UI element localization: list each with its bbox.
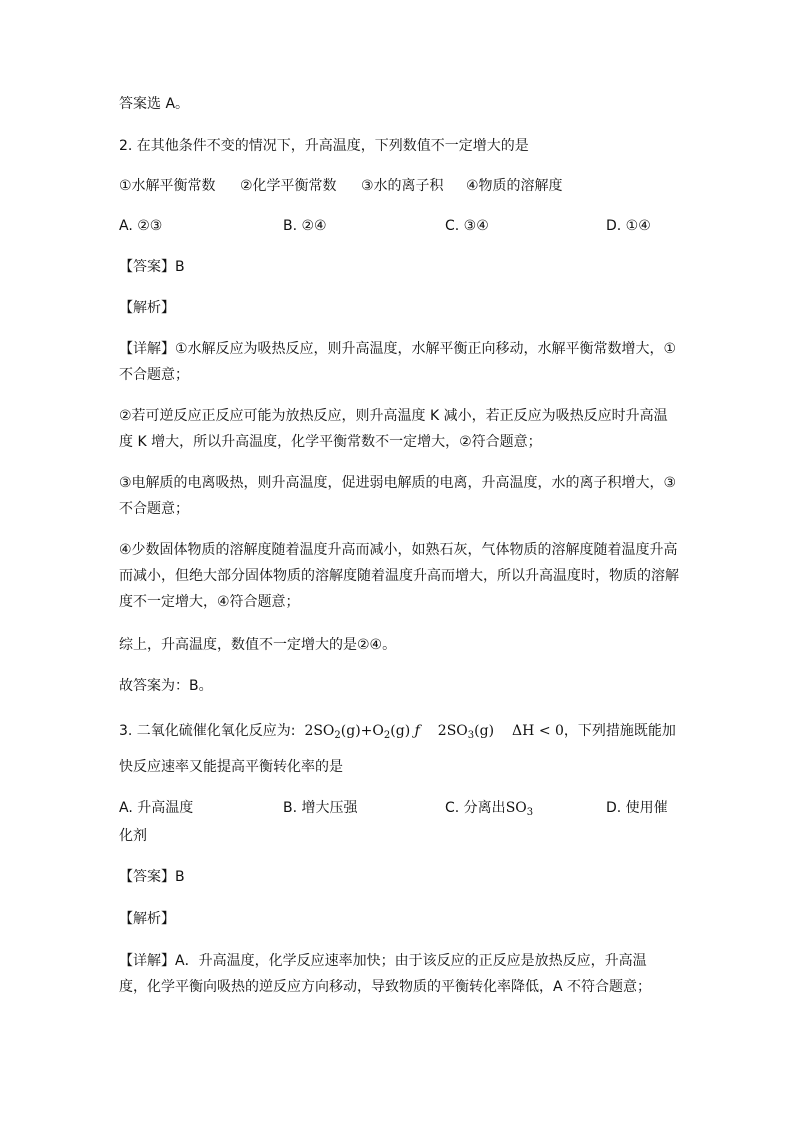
q3-stem — [119, 721, 679, 746]
q2-detail-line: 不合题意； — [119, 367, 189, 383]
q2-item-4: ④物质的溶解度 — [466, 178, 563, 194]
eq-state: (g) — [390, 723, 411, 739]
q2-analysis-label: 【解析】 — [119, 300, 175, 316]
q2-item-2: ②化学平衡常数 — [240, 178, 337, 194]
q2-detail-line: 【详解】①水解反应为吸热反应，则升高温度，水解平衡正向移动，水解平衡常数增大，① — [119, 341, 677, 357]
q2-option-a: A. ②③ — [119, 218, 163, 234]
q2-detail-line: ②若可逆反应正反应可能为放热反应，则升高温度 K 减小，若正反应为吸热反应时升高温 — [119, 408, 668, 424]
q2-detail-line: ④少数固体物质的溶解度随着温度升高而减小，如熟石灰，气体物质的溶解度随着温度升高 — [119, 542, 678, 558]
eq-subscript: 2 — [334, 730, 341, 741]
q3-stem-suffix: ，下列措施既能加 — [563, 723, 676, 739]
reaction-equation — [300, 723, 564, 739]
q3-option-a: A. 升高温度 — [119, 800, 194, 816]
eq-subscript: 3 — [467, 730, 475, 741]
q3-option-c — [445, 798, 533, 823]
q3-detail-line: 度，化学平衡向吸热的逆反应方向移动，导致物质的平衡转化率降低，A 不符合题意； — [119, 979, 652, 995]
q3-option-b: B. 增大压强 — [283, 800, 358, 816]
q3-option-d-continued: 化剂 — [119, 828, 147, 844]
q3-stem-prefix: 3. 二氧化硫催化氧化反应为: — [119, 723, 296, 739]
q2-option-d: D. ①④ — [606, 218, 651, 234]
enthalpy-change: ΔH < 0 — [512, 723, 564, 739]
q3-stem-line2: 快反应速率又能提高平衡转化率的是 — [119, 759, 343, 775]
q3-answer: 【答案】B — [119, 869, 185, 885]
eq-reactant-so2: 2SO — [304, 723, 335, 739]
q2-detail-line: 而减小，但绝大部分固体物质的溶解度随着温度升高而增大，所以升高温度时，物质的溶解 — [119, 568, 679, 584]
q2-stem: 2. 在其他条件不变的情况下，升高温度，下列数值不一定增大的是 — [119, 138, 529, 154]
eq-plus-o2: (g)+O — [340, 723, 384, 739]
q3-option-c-formula: SO — [505, 800, 527, 816]
q2-answer: 【答案】B — [119, 259, 185, 275]
q2-detail-line: 度不一定增大，④符合题意； — [119, 594, 300, 610]
previous-answer-tail: 答案选 A。 — [119, 96, 190, 112]
q3-analysis-label: 【解析】 — [119, 911, 175, 927]
q2-item-1: ①水解平衡常数 — [119, 178, 216, 194]
eq-product-so3: 2SO — [437, 723, 468, 739]
eq-state: (g) — [474, 723, 495, 739]
q3-option-c-label: C. 分离出 — [445, 800, 506, 816]
q2-final-answer: 故答案为：B。 — [119, 678, 213, 694]
equilibrium-arrow-icon: ƒ — [414, 723, 420, 739]
q2-detail-line: ③电解质的电离吸热，则升高温度，促进弱电解质的电离，升高温度，水的离子积增大，③ — [119, 475, 677, 491]
q2-item-3: ③水的离子积 — [361, 178, 444, 194]
q3-detail-line: 【详解】A．升高温度，化学反应速率加快；由于该反应的正反应是放热反应，升高温 — [119, 953, 647, 969]
q3-option-d: D. 使用催 — [606, 800, 668, 816]
q2-option-c: C. ③④ — [445, 218, 489, 234]
eq-subscript: 3 — [526, 807, 534, 818]
q2-summary: 综上，升高温度，数值不一定增大的是②④。 — [119, 637, 397, 653]
q2-detail-line: 不合题意； — [119, 501, 189, 517]
eq-subscript: 2 — [383, 730, 391, 741]
q2-detail-line: 度 K 增大，所以升高温度，化学平衡常数不一定增大，②符合题意； — [119, 434, 542, 450]
q2-option-b: B. ②④ — [283, 218, 327, 234]
